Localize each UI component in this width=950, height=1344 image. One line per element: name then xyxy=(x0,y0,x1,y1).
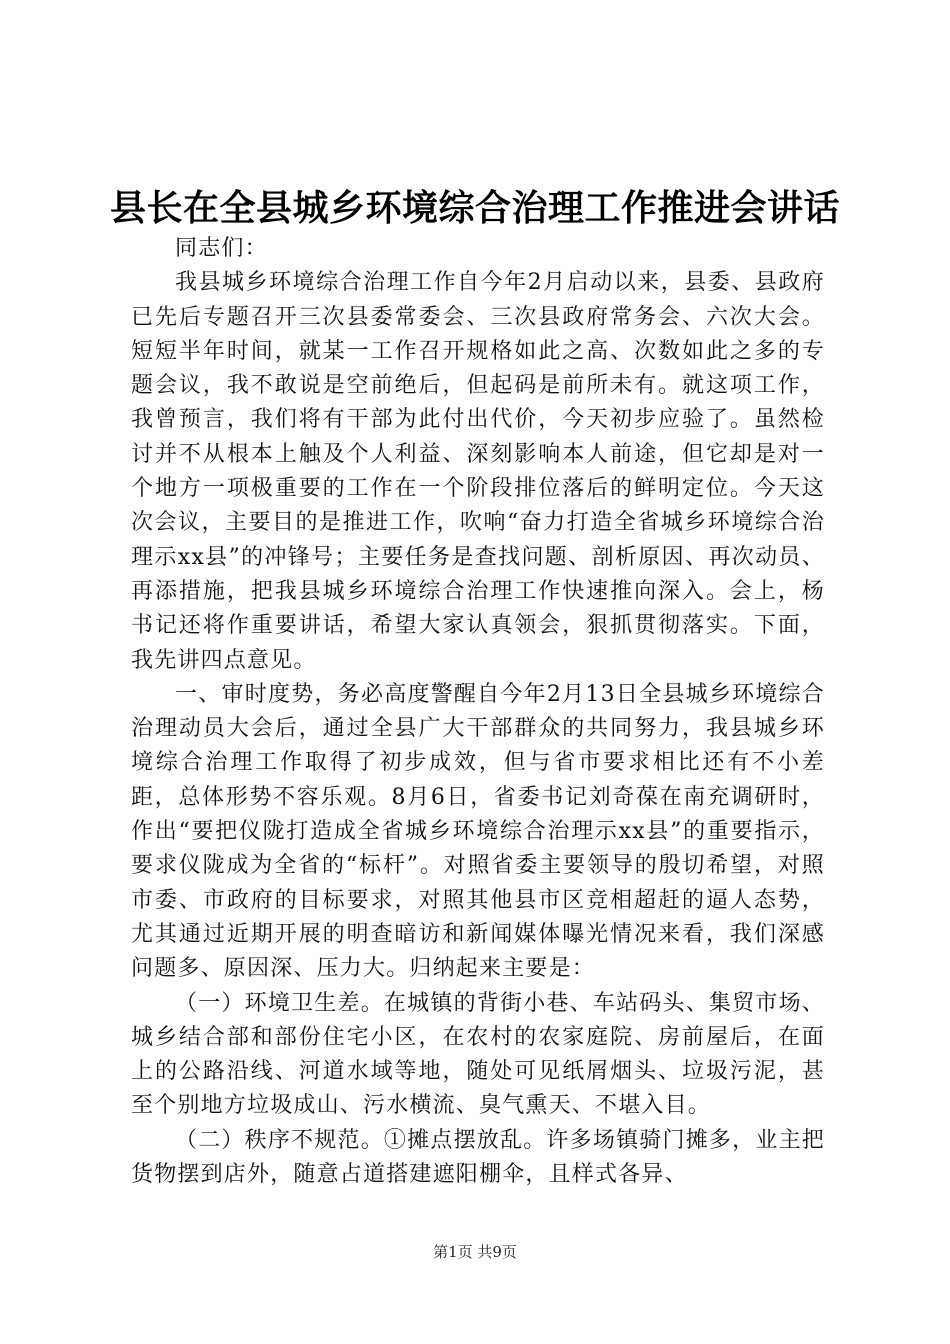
document-title: 县长在全县城乡环境综合治理工作推进会讲话 xyxy=(109,187,840,229)
document-body xyxy=(131,232,825,1192)
intro-paragraph: 我县城乡环境综合治理工作自今年2月启动以来，县委、县政府已先后专题召开三次县委常委会、三次县政府常务会、六次大会。短短半年时间，就某一工作召开规格如此之高、次数如此之多的专题会议，我不敢说是空前绝后，但起码是前所未有。就这项工作，我曾预言，我们将有干部为此付出代价，今天初步应验了。虽然检讨并不从根本上触及个人利益、深刻影响本人前途，但它却是对一个地方一项极重要的工作在一个阶段排位落后的鲜明定位。今天这次会议，主要目的是推进工作，吹响“奋力打造全省城乡环境综合治理示xx县”的冲锋号；主要任务是查找问题、剖析原因、再次动员、再添措施，把我县城乡环境综合治理工作快速推向深入。会上，杨书记还将作重要讲话，希望大家认真领会，狠抓贯彻落实。下面，我先讲四点意见。 xyxy=(131,270,825,673)
subsection-two-paragraph: （二）秩序不规范。①摊点摆放乱。许多场镇骑门摊多，业主把货物摆到店外，随意占道搭建遮阳棚伞，且样式各异、 xyxy=(131,1127,825,1188)
section-one-paragraph: 一、审时度势，务必高度警醒自今年2月13日全县城乡环境综合治理动员大会后，通过全县广大干部群众的共同努力，我县城乡环境综合治理工作取得了初步成效，但与省市要求相比还有不小差距，总体形势不容乐观。8月6日，省委书记刘奇葆在南充调研时，作出“要把仪陇打造成全省城乡环境综合治理示xx县”的重要指示，要求仪陇成为全省的“标杆”。对照省委主要领导的殷切希望，对照市委、市政府的目标要求，对照其他县市区竞相超赶的逼人态势，尤其通过近期开展的明查暗访和新闻媒体曝光情况来看，我们深感问题多、原因深、压力大。归纳起来主要是： xyxy=(131,681,825,982)
subsection-one-paragraph: （一）环境卫生差。在城镇的背街小巷、车站码头、集贸市场、城乡结合部和部份住宅小区，在农村的农家庭院、房前屋后，在面上的公路沿线、河道水域等地，随处可见纸屑烟头、垃圾污泥，甚至个别地方垃圾成山、污水横流、臭气熏天、不堪入目。 xyxy=(131,990,825,1119)
salutation-paragraph: 同志们： xyxy=(175,236,268,261)
page-number-footer: 第1页 共9页 xyxy=(433,1243,517,1261)
